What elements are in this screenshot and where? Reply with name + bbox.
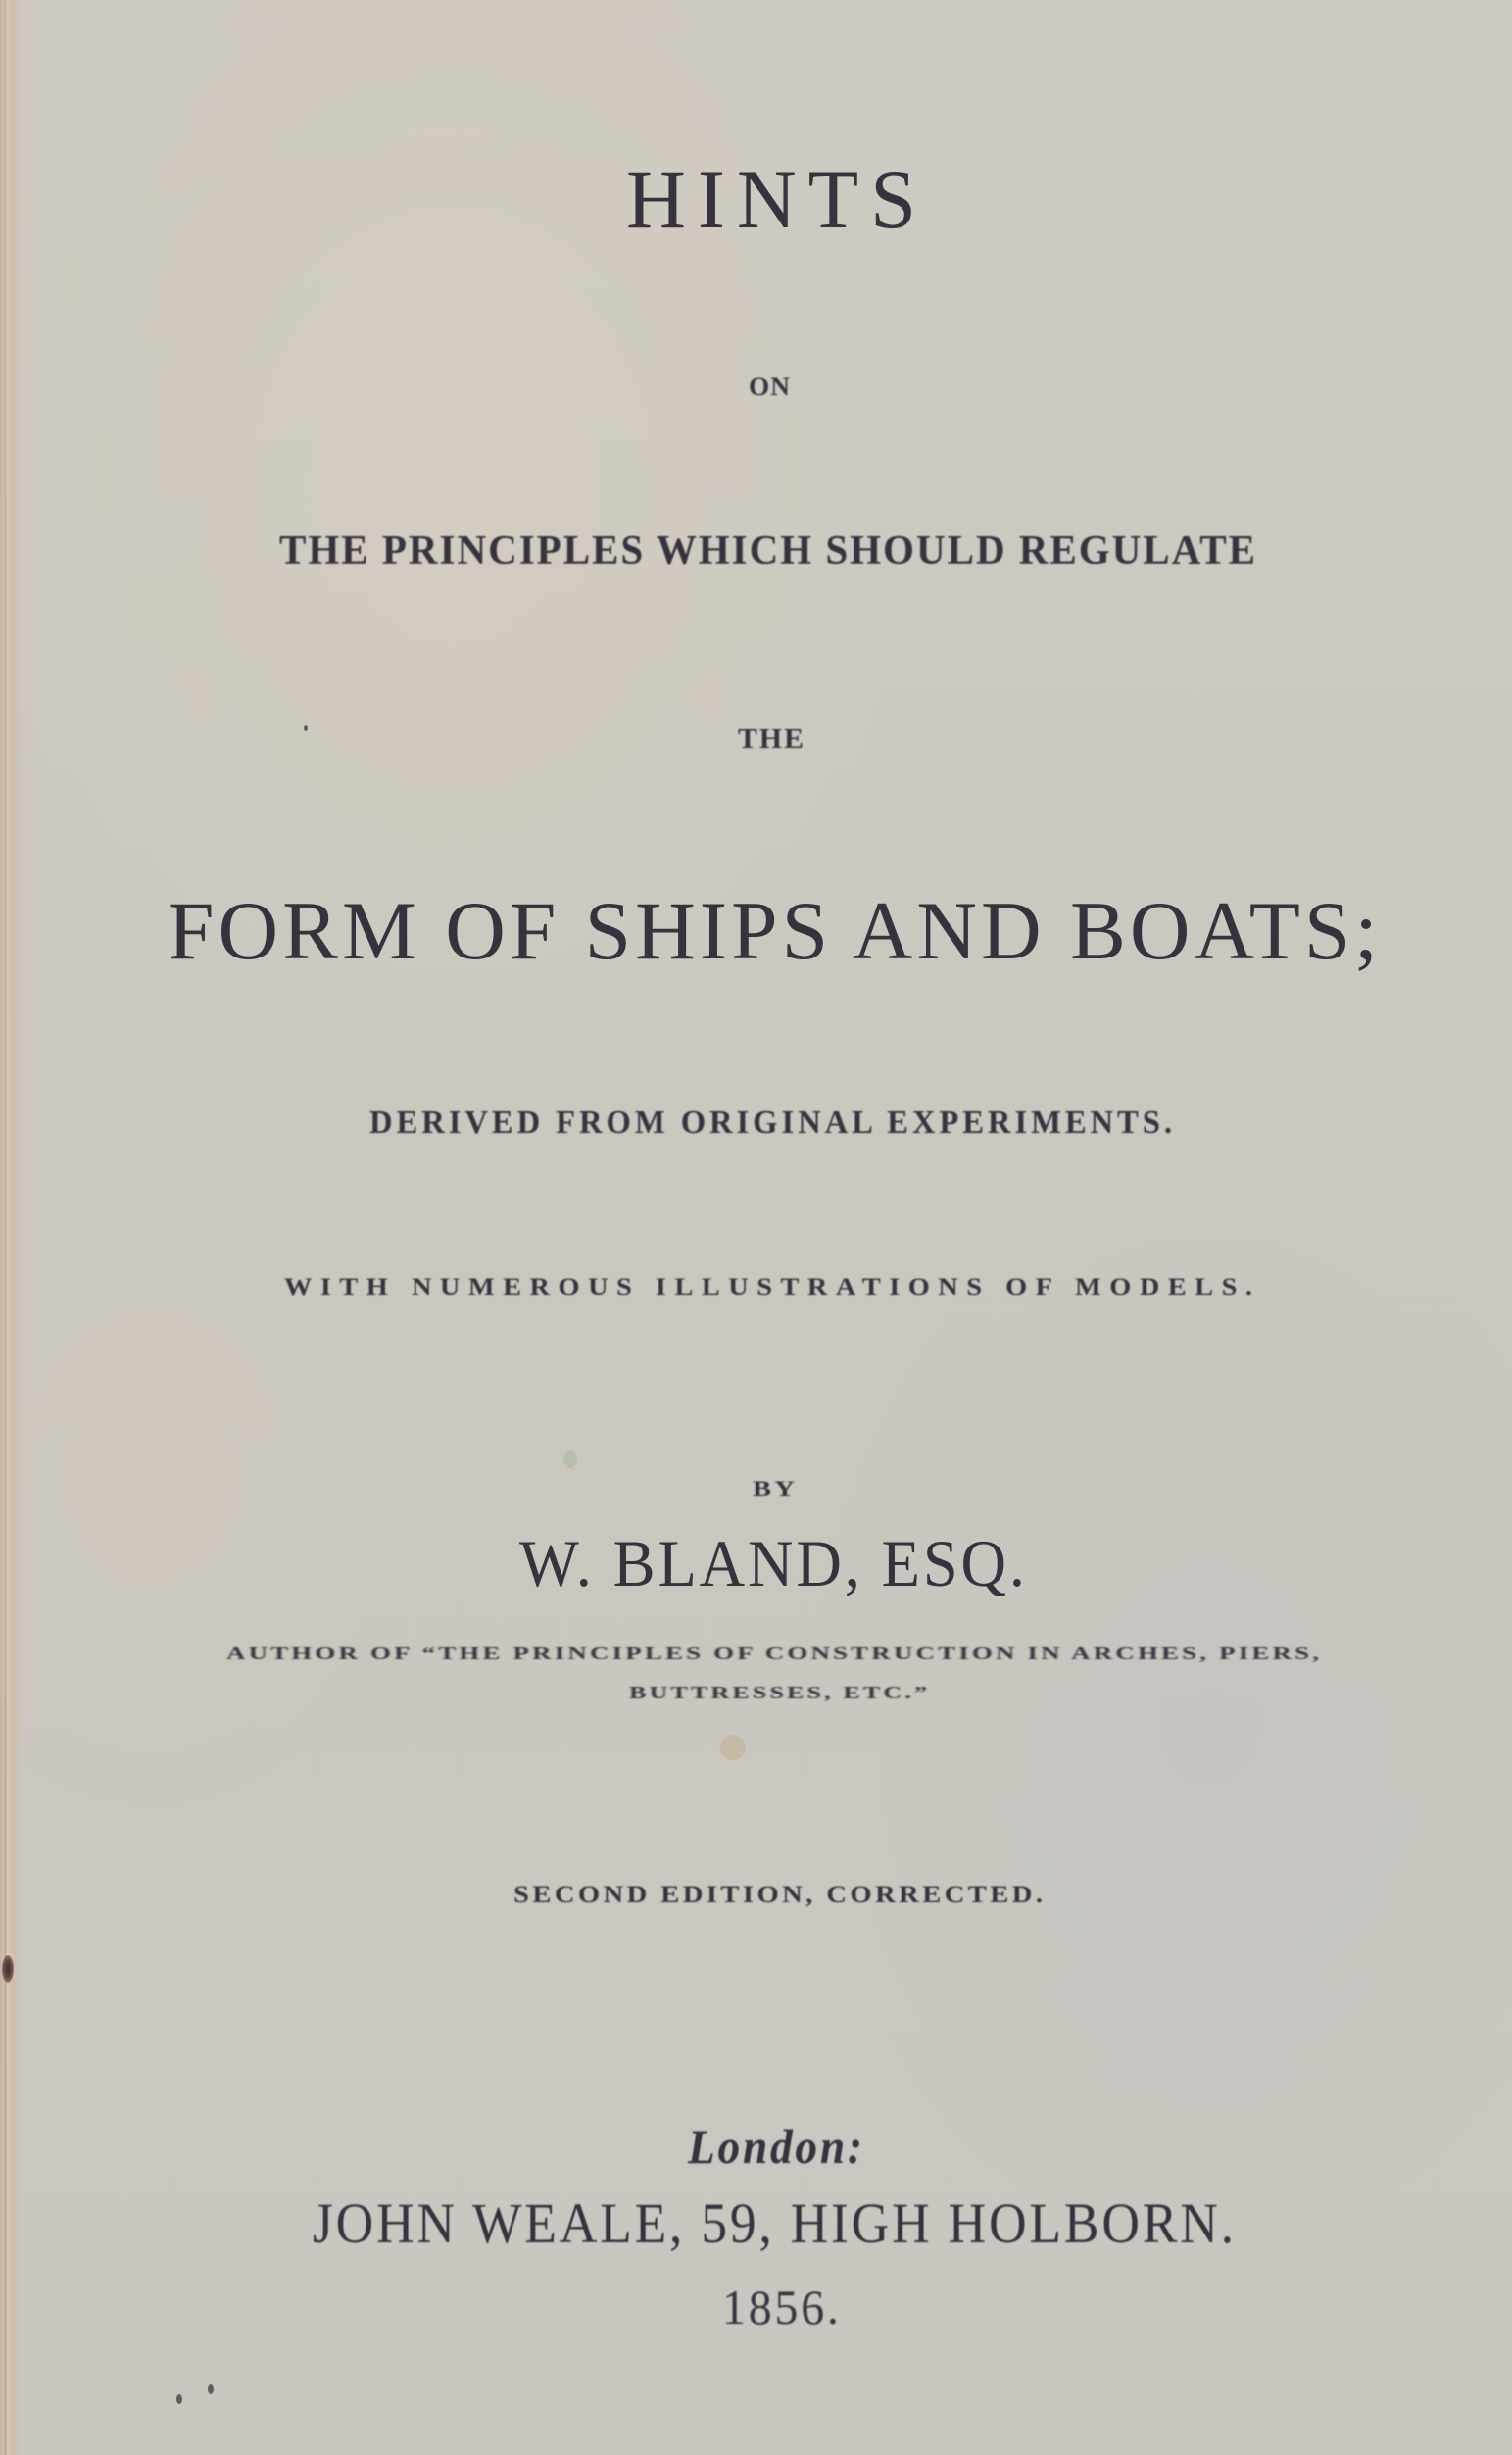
main-title: FORM OF SHIPS AND BOATS; bbox=[168, 885, 1383, 977]
derived-line: DERIVED FROM ORIGINAL EXPERIMENTS. bbox=[369, 1105, 1176, 1141]
illustrations-line: WITH NUMEROUS ILLUSTRATIONS OF MODELS. bbox=[284, 1274, 1261, 1301]
speck-mark bbox=[304, 725, 308, 731]
author-credit-line-1: AUTHOR OF “THE PRINCIPLES OF CONSTRUCTION IN ARCHES, PIERS, bbox=[226, 1644, 1323, 1663]
imprint-city: London: bbox=[688, 2119, 865, 2174]
by-label: BY bbox=[753, 1476, 799, 1500]
title-hints: HINTS bbox=[626, 154, 928, 246]
author-name: W. BLAND, ESQ. bbox=[519, 1526, 1028, 1600]
title-on: ON bbox=[749, 372, 792, 401]
author-credit-line-2: BUTTRESSES, ETC.” bbox=[629, 1683, 931, 1702]
speck-mark bbox=[176, 2394, 182, 2404]
imprint-publisher: JOHN WEALE, 59, HIGH HOLBORN. bbox=[313, 2191, 1237, 2255]
page-edge-line bbox=[4, 0, 7, 2455]
page-tear-mark bbox=[2, 1955, 14, 1983]
edition-line: SECOND EDITION, CORRECTED. bbox=[513, 1882, 1047, 1908]
imprint-year: 1856. bbox=[722, 2280, 842, 2334]
subtitle-the: THE bbox=[738, 723, 806, 755]
speck-mark bbox=[208, 2384, 214, 2394]
stain-mark bbox=[720, 1735, 746, 1760]
subtitle-principles: THE PRINCIPLES WHICH SHOULD REGULATE bbox=[279, 528, 1257, 573]
stain-mark bbox=[563, 1450, 577, 1468]
